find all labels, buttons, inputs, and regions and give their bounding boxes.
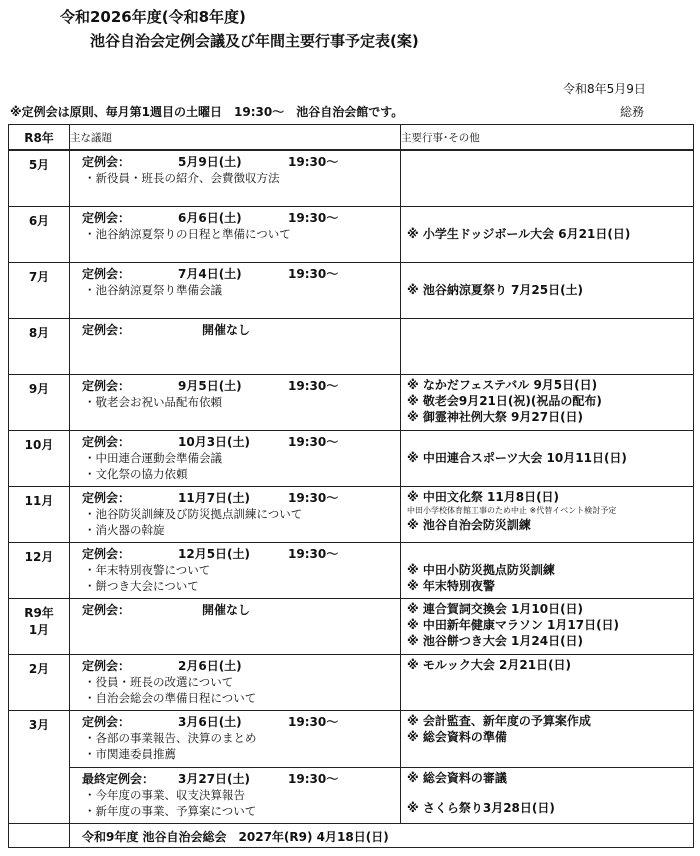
event-item: ※ 中田連合スポーツ大会 10月11日(日)	[407, 450, 627, 465]
month-label: 11月	[24, 493, 54, 508]
meeting-line	[70, 375, 400, 394]
agenda-item: ・池谷納涼夏祭り準備会議	[84, 282, 222, 297]
meeting-date: 10月3日(土)	[178, 434, 251, 449]
month-label: 9月	[28, 381, 50, 396]
event-item: ※ 中田新年健康マラソン 1月17日(日)	[407, 617, 620, 632]
meeting-line	[70, 599, 400, 618]
month-label: 10月	[24, 437, 54, 452]
event-note: 中田小学校体育館工事のため中止 ※代替イベント検討予定	[407, 505, 617, 515]
agenda-item: ・新年度の事業、予算案について	[84, 803, 257, 818]
meeting-time: 19:30〜	[288, 546, 339, 561]
agenda-item: ・敬老会お祝い品配布依頼	[84, 394, 222, 409]
agenda-item: ・役員・班長の改選について	[84, 674, 234, 689]
meeting-time: 19:30〜	[288, 378, 339, 393]
event-item: ※ さくら祭り3月28日(日)	[407, 800, 555, 815]
table-row	[9, 430, 694, 486]
agenda-item: ・池谷納涼夏祭りの日程と準備について	[84, 226, 291, 241]
month-label: 1月	[28, 622, 50, 637]
header-year: R8年	[9, 125, 70, 151]
agenda-item: ・各部の事業報告、決算のまとめ	[84, 730, 257, 745]
meeting-line	[70, 543, 400, 562]
meeting-date: 9月5日(土)	[178, 378, 242, 393]
event-item: ※ 池谷自治会防災訓練	[407, 517, 531, 532]
agenda-item: ・消火器の斡旋	[84, 522, 165, 537]
agenda-item: ・池谷防災訓練及び防災拠点訓練について	[84, 506, 303, 521]
table-row	[9, 150, 694, 206]
table-row	[9, 262, 694, 318]
meeting-date: 11月7日(土)	[178, 490, 251, 505]
meeting-line	[70, 711, 400, 730]
event-item: ※ 総会資料の準備	[407, 729, 507, 744]
event-item: ※ 総会資料の審議	[407, 770, 507, 785]
month-label: 3月	[28, 717, 50, 732]
meeting-status: 開催なし	[202, 322, 251, 337]
meeting-date: 5月9日(土)	[178, 155, 242, 169]
meeting-label: 定例会：	[82, 378, 131, 393]
meeting-date: 3月6日(土)	[178, 714, 242, 729]
meeting-line	[70, 263, 400, 282]
agenda-item: ・今年度の事業、収支決算報告	[84, 787, 245, 802]
meeting-time: 19:30〜	[288, 490, 339, 505]
event-item: ※ 会計監査、新年度の予算案作成	[407, 713, 591, 728]
meeting-time: 19:30〜	[288, 771, 339, 786]
meeting-label: 定例会：	[82, 490, 131, 505]
table-row	[9, 374, 694, 430]
table-row	[9, 710, 694, 823]
month-label: 5月	[28, 158, 50, 172]
meeting-time: 19:30〜	[288, 714, 339, 729]
event-item: ※ 敬老会9月21日(祝)(祝品の配布)	[407, 393, 602, 408]
meeting-line	[70, 431, 400, 450]
event-item: ※ 年末特別夜警	[407, 578, 495, 593]
meeting-label: 定例会：	[82, 714, 131, 729]
month-label: 6月	[28, 213, 50, 228]
document-title: 令和2026年度(令和8年度)	[60, 8, 246, 26]
meeting-date: 2月6日(土)	[178, 658, 242, 673]
meeting-line	[70, 151, 400, 170]
document-author: 総務	[620, 105, 645, 119]
agenda-item: ・市関連委員推薦	[84, 746, 176, 761]
meeting-date: 3月27日(土)	[178, 771, 251, 786]
meeting-line	[70, 487, 400, 506]
agenda-item: ・新役員・班長の紹介、会費徴収方法	[84, 171, 280, 185]
table-row	[9, 206, 694, 262]
meeting-label: 定例会：	[82, 266, 131, 281]
document-subtitle: 池谷自治会定例会議及び年間主要行事予定表(案)	[90, 32, 419, 50]
meeting-line	[70, 655, 400, 674]
meeting-label: 定例会：	[82, 322, 131, 337]
final-meeting-line	[70, 768, 400, 787]
month-label: 7月	[28, 269, 50, 284]
month-label: 2月	[28, 661, 50, 676]
header-agenda: 主な議題	[70, 125, 401, 151]
event-item: ※ 池谷餅つき大会 1月24日(日)	[407, 633, 584, 648]
meeting-label: 最終定例会：	[82, 771, 155, 786]
agenda-item: ・中田連合運動会準備会議	[84, 450, 222, 465]
meeting-notice: ※定例会は原則、毎月第1週目の土曜日 19:30〜 池谷自治会館です。	[10, 105, 404, 119]
meeting-label: 定例会：	[82, 210, 131, 225]
agenda-item: ・文化祭の協力依頼	[84, 466, 188, 481]
meeting-label: 定例会：	[82, 434, 131, 449]
meeting-time: 19:30〜	[288, 210, 339, 225]
meeting-date: 7月4日(土)	[178, 266, 242, 281]
event-item: ※ 中田小防災拠点防災訓練	[407, 562, 555, 577]
meeting-time: 19:30〜	[288, 155, 339, 169]
event-item: ※ 中田文化祭 11月8日(日)	[407, 489, 560, 504]
month-label: 12月	[24, 549, 54, 564]
document-date: 令和8年5月9日	[563, 82, 646, 96]
table-row	[9, 598, 694, 654]
footer-row	[9, 823, 694, 847]
agenda-item: ・餅つき大会について	[84, 578, 199, 593]
meeting-line	[70, 207, 400, 226]
meeting-date: 6月6日(土)	[178, 210, 242, 225]
meeting-time: 19:30〜	[288, 266, 339, 281]
general-assembly-note: 令和9年度 池谷自治会総会 2027年(R9) 4月18日(日)	[82, 829, 389, 844]
month-label: 8月	[28, 325, 50, 340]
event-item: ※ 小学生ドッジボール大会 6月21日(日)	[407, 226, 631, 241]
event-item: ※ モルック大会 2月21日(日)	[407, 657, 572, 672]
agenda-item: ・自治会総会の準備日程について	[84, 690, 257, 705]
meeting-line	[70, 319, 400, 338]
table-row	[9, 654, 694, 710]
header-events: 主要行事･その他	[401, 125, 694, 151]
meeting-label: 定例会：	[82, 658, 131, 673]
meeting-date: 12月5日(土)	[178, 546, 251, 561]
event-item: ※ 御霊神社例大祭 9月27日(日)	[407, 409, 584, 424]
event-item: ※ なかだフェステバル 9月5日(日)	[407, 377, 598, 392]
table-row	[9, 318, 694, 374]
meeting-status: 開催なし	[202, 602, 251, 617]
meeting-label: 定例会：	[82, 155, 131, 169]
agenda-item: ・年末特別夜警について	[84, 562, 211, 577]
table-header-row	[9, 125, 694, 151]
meeting-label: 定例会：	[82, 546, 131, 561]
schedule-table	[8, 124, 694, 848]
event-item: ※ 池谷納涼夏祭り 7月25日(土)	[407, 282, 584, 297]
year-label: R9年	[24, 605, 54, 620]
meeting-time: 19:30〜	[288, 434, 339, 449]
meeting-label: 定例会：	[82, 602, 131, 617]
event-item: ※ 連合賀詞交換会 1月10日(日)	[407, 601, 584, 616]
table-row	[9, 542, 694, 598]
table-row	[9, 486, 694, 542]
